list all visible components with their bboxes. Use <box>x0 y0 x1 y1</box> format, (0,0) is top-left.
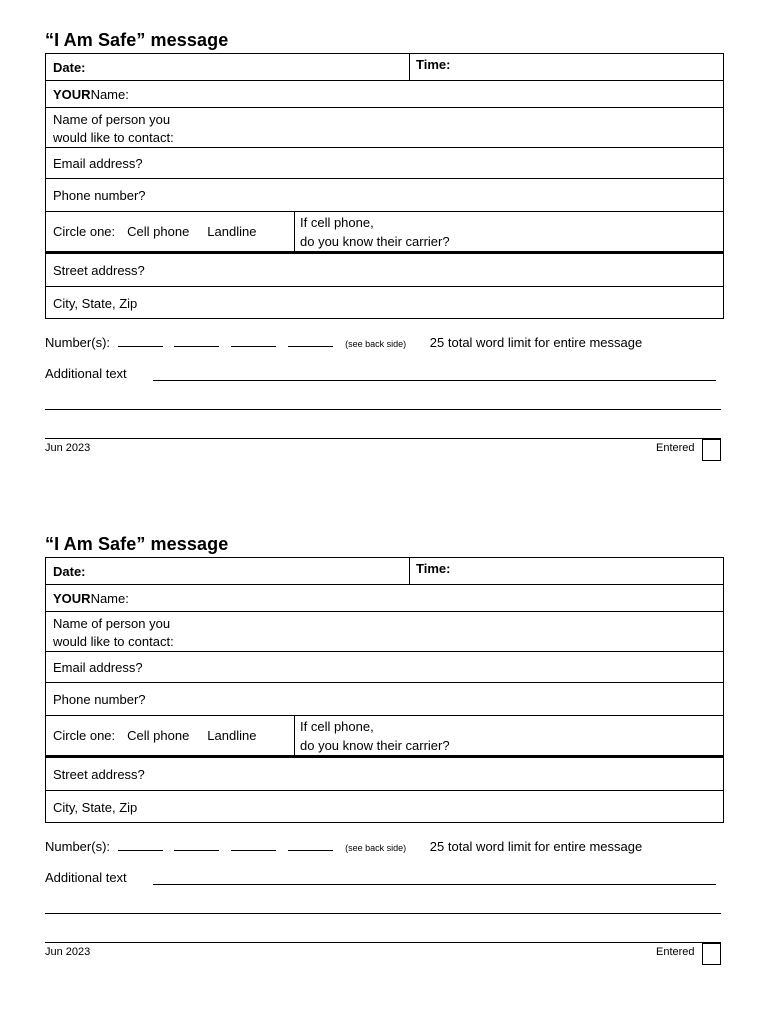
number-blank-2[interactable] <box>174 838 219 851</box>
row-city <box>46 287 723 320</box>
email-label: Email address? <box>53 659 143 675</box>
entered-label: Entered <box>656 946 695 958</box>
row-contact-person <box>46 108 723 148</box>
row-date-time <box>46 54 723 81</box>
i-am-safe-form-1 <box>0 30 770 470</box>
additional-text-line-3[interactable] <box>45 438 721 439</box>
row-circle-one <box>46 716 723 758</box>
row-email <box>46 652 723 683</box>
carrier-question: If cell phone, do you know their carrier? <box>300 719 450 753</box>
number-blank-1[interactable] <box>118 334 163 347</box>
entered-checkbox[interactable] <box>702 943 721 965</box>
additional-text-line-2[interactable] <box>45 409 721 410</box>
circle-one-label: Circle one: <box>53 224 116 239</box>
street-label: Street address? <box>53 766 145 782</box>
additional-text-line-3[interactable] <box>45 942 721 943</box>
additional-text-label: Additional text <box>45 870 127 885</box>
row-street <box>46 254 723 287</box>
circle-one-label: Circle one: <box>53 728 116 743</box>
phone-label: Phone number? <box>53 691 146 707</box>
additional-text-line-1[interactable] <box>153 884 716 885</box>
see-back-note: (see back side) <box>345 843 407 853</box>
circle-one-options <box>46 212 294 251</box>
see-back-note: (see back side) <box>345 339 407 349</box>
numbers-label: Number(s): <box>45 839 111 854</box>
street-label: Street address? <box>53 262 145 278</box>
carrier-question: If cell phone, do you know their carrier? <box>300 215 450 249</box>
row-phone <box>46 683 723 716</box>
footer-date: Jun 2023 <box>45 946 91 958</box>
landline-option[interactable]: Landline <box>207 728 257 743</box>
number-blank-1[interactable] <box>118 838 163 851</box>
row-date-time <box>46 558 723 585</box>
word-limit-note: 25 total word limit for entire message <box>429 839 643 854</box>
date-label: Date: <box>53 59 86 75</box>
time-label: Time: <box>416 561 451 576</box>
form-title: “I Am Safe” message <box>45 534 229 554</box>
number-blank-3[interactable] <box>231 838 276 851</box>
time-label: Time: <box>416 57 451 72</box>
row-circle-one <box>46 212 723 254</box>
word-limit-note: 25 total word limit for entire message <box>429 335 643 350</box>
email-label: Email address? <box>53 155 143 171</box>
city-label: City, State, Zip <box>53 296 138 311</box>
landline-option[interactable]: Landline <box>207 224 257 239</box>
row-phone <box>46 179 723 212</box>
phone-label: Phone number? <box>53 187 146 203</box>
city-label: City, State, Zip <box>53 800 138 815</box>
row-your-name <box>46 585 723 612</box>
contact-person-label: Name of person you would like to contact: <box>53 112 174 145</box>
row-email <box>46 148 723 179</box>
row-street <box>46 758 723 791</box>
i-am-safe-form-2 <box>0 534 770 974</box>
your-name-label: YOUR Name: <box>53 590 129 606</box>
numbers-row <box>45 838 642 854</box>
number-blank-2[interactable] <box>174 334 219 347</box>
circle-one-options <box>46 716 294 755</box>
additional-text-line-1[interactable] <box>153 380 716 381</box>
entered-label: Entered <box>656 442 695 454</box>
number-blank-4[interactable] <box>288 838 333 851</box>
date-label: Date: <box>53 563 86 579</box>
number-blank-3[interactable] <box>231 334 276 347</box>
form-grid <box>45 557 724 823</box>
row-city <box>46 791 723 824</box>
numbers-label: Number(s): <box>45 335 111 350</box>
footer-date: Jun 2023 <box>45 442 91 454</box>
contact-person-label: Name of person you would like to contact: <box>53 616 174 649</box>
additional-text-line-2[interactable] <box>45 913 721 914</box>
your-name-label: YOUR Name: <box>53 86 129 102</box>
row-contact-person <box>46 612 723 652</box>
row-your-name <box>46 81 723 108</box>
cell-phone-option[interactable]: Cell phone <box>127 728 190 743</box>
additional-text-label: Additional text <box>45 366 127 381</box>
numbers-row <box>45 334 642 350</box>
form-grid <box>45 53 724 319</box>
entered-checkbox[interactable] <box>702 439 721 461</box>
form-title: “I Am Safe” message <box>45 30 229 50</box>
cell-phone-option[interactable]: Cell phone <box>127 224 190 239</box>
number-blank-4[interactable] <box>288 334 333 347</box>
